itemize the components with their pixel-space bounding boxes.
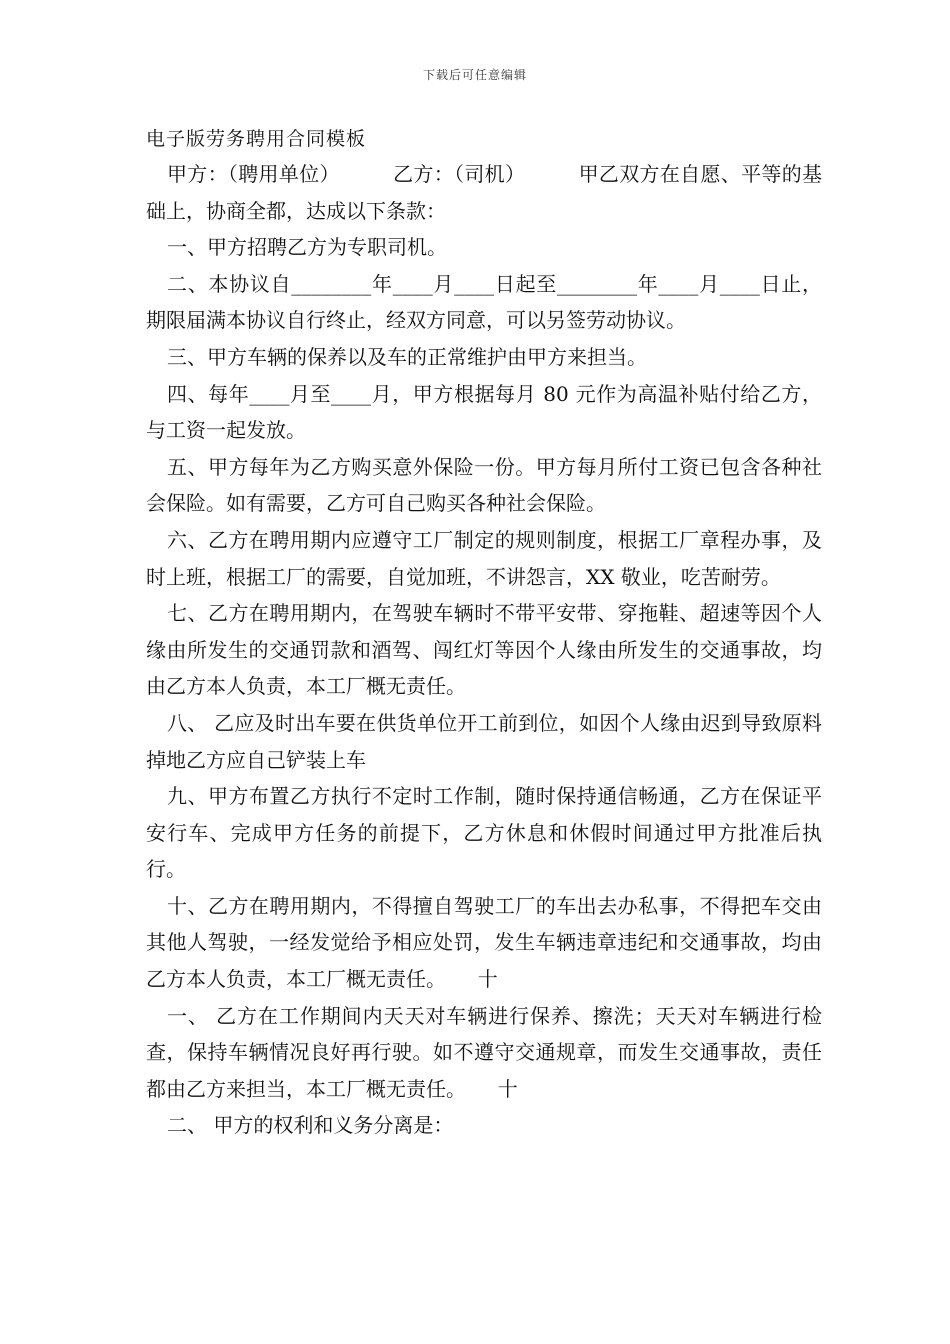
clause-4: 四、每年____月至____月，甲方根据每月 80 元作为高温补贴付给乙方，与工资一起发放。 bbox=[146, 381, 822, 443]
clause-9: 九、甲方布置乙方执行不定时工作制，随时保持通信畅通，乙方在保证平安行车、完成甲方任务的前提下，乙方休息和休假时间通过甲方批准后执行。 bbox=[146, 784, 822, 882]
clause-8: 八、 乙应及时出车要在供货单位开工前到位，如因个人缘由迟到导致原料掉地乙方应自己铲装上车 bbox=[146, 710, 822, 772]
document-body bbox=[146, 156, 822, 1144]
clause-3: 三、甲方车辆的保养以及车的正常维护由甲方来担当。 bbox=[167, 344, 647, 369]
clause-2: 二、本协议自________年____月____日起至________年____月____日止，期限届满本协议自行终止，经双方同意，可以另签劳动协议。 bbox=[146, 271, 822, 333]
clause-12: 二、 甲方的权利和义务分离是： bbox=[167, 1113, 454, 1138]
clause-6: 六、乙方在聘用期内应遵守工厂制定的规则制度，根据工厂章程办事，及时上班，根据工厂的需要，自觉加班，不讲怨言，XX 敬业，吃苦耐劳。 bbox=[146, 527, 822, 589]
document-title: 电子版劳务聘用合同模板 bbox=[146, 128, 367, 150]
clause-5: 五、甲方每年为乙方购买意外保险一份。甲方每月所付工资已包含各种社会保险。如有需要，乙方可自己购买各种社会保险。 bbox=[146, 454, 822, 516]
clause-7: 七、乙方在聘用期内，在驾驶车辆时不带平安带、穿拖鞋、超速等因个人缘由所发生的交通罚款和酒驾、闯红灯等因个人缘由所发生的交通事故，均由乙方本人负责，本工厂概无责任。 bbox=[146, 601, 822, 699]
clause-11: 一、 乙方在工作期间内天天对车辆进行保养、擦洗；天天对车辆进行检查，保持车辆情况良好再行驶。如不遵守交通规章，而发生交通事故，责任都由乙方来担当，本工厂概无责任。 十 bbox=[146, 1003, 822, 1101]
clause-1: 一、甲方招聘乙方为专职司机。 bbox=[167, 235, 447, 260]
clause-10: 十、乙方在聘用期内，不得擅自驾驶工厂的车出去办私事，不得把车交由其他人驾驶，一经发觉给予相应处罚，发生车辆违章违纪和交通事故，均由乙方本人负责，本工厂概无责任。 十 bbox=[146, 893, 822, 992]
paragraph-parties: 甲方：（聘用单位） 乙方：（司机） 甲乙双方在自愿、平等的基础上，协商全都，达成以下条款： bbox=[146, 162, 822, 223]
header-note: 下载后可任意编辑 bbox=[422, 68, 527, 82]
